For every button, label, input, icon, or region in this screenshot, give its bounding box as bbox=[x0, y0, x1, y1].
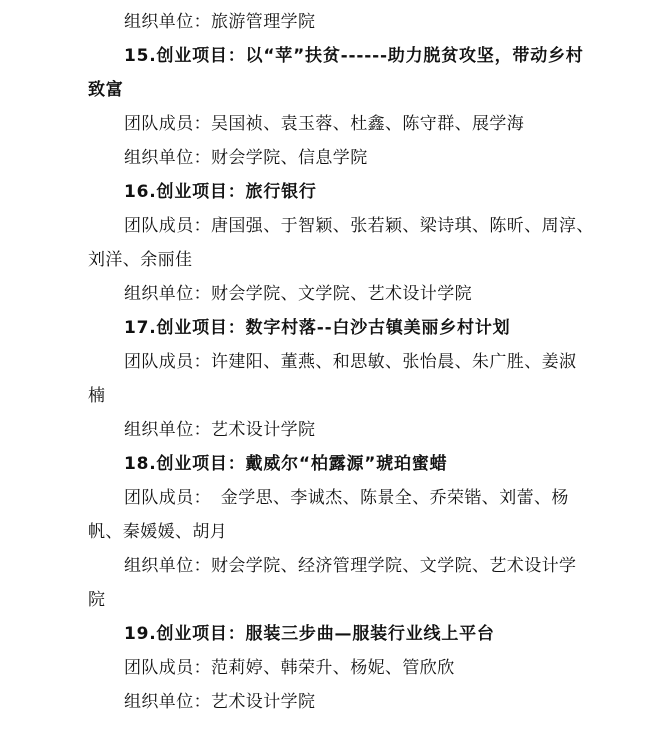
org-unit-19: 组织单位：艺术设计学院 bbox=[124, 692, 316, 712]
team-members-17-continuation: 楠 bbox=[88, 386, 106, 406]
org-unit-18-continuation: 院 bbox=[88, 590, 106, 610]
team-members-15: 团队成员：吴国祯、袁玉蓉、杜鑫、陈守群、展学海 bbox=[124, 114, 525, 134]
org-unit-18: 组织单位：财会学院、经济管理学院、文学院、艺术设计学 bbox=[124, 556, 577, 576]
project-title-15-continuation: 致富 bbox=[88, 80, 124, 100]
project-title-15: 15.创业项目：以“苹”扶贫------助力脱贫攻坚，带动乡村 bbox=[124, 46, 584, 66]
team-members-17: 团队成员：许建阳、董燕、和思敏、张怡晨、朱广胜、姜淑 bbox=[124, 352, 577, 372]
team-members-18-continuation: 帆、秦媛媛、胡月 bbox=[88, 522, 228, 542]
org-unit-line: 组织单位：旅游管理学院 bbox=[124, 12, 316, 32]
org-unit-15: 组织单位：财会学院、信息学院 bbox=[124, 148, 368, 168]
org-unit-17: 组织单位：艺术设计学院 bbox=[124, 420, 316, 440]
project-title-17: 17.创业项目：数字村落--白沙古镇美丽乡村计划 bbox=[124, 318, 511, 338]
org-unit-16: 组织单位：财会学院、文学院、艺术设计学院 bbox=[124, 284, 472, 304]
team-members-18: 团队成员： 金学思、李诚杰、陈景全、乔荣锴、刘蕾、杨 bbox=[124, 488, 569, 508]
team-members-16-continuation: 刘洋、余丽佳 bbox=[88, 250, 193, 270]
project-title-19: 19.创业项目：服装三步曲—服装行业线上平台 bbox=[124, 624, 495, 644]
project-title-18: 18.创业项目：戴威尔“柏露源”琥珀蜜蜡 bbox=[124, 454, 448, 474]
team-members-19: 团队成员：范莉婷、韩荣升、杨妮、管欣欣 bbox=[124, 658, 455, 678]
team-members-16: 团队成员：唐国强、于智颖、张若颖、梁诗琪、陈昕、周淳、 bbox=[124, 216, 594, 236]
project-title-16: 16.创业项目：旅行银行 bbox=[124, 182, 317, 202]
